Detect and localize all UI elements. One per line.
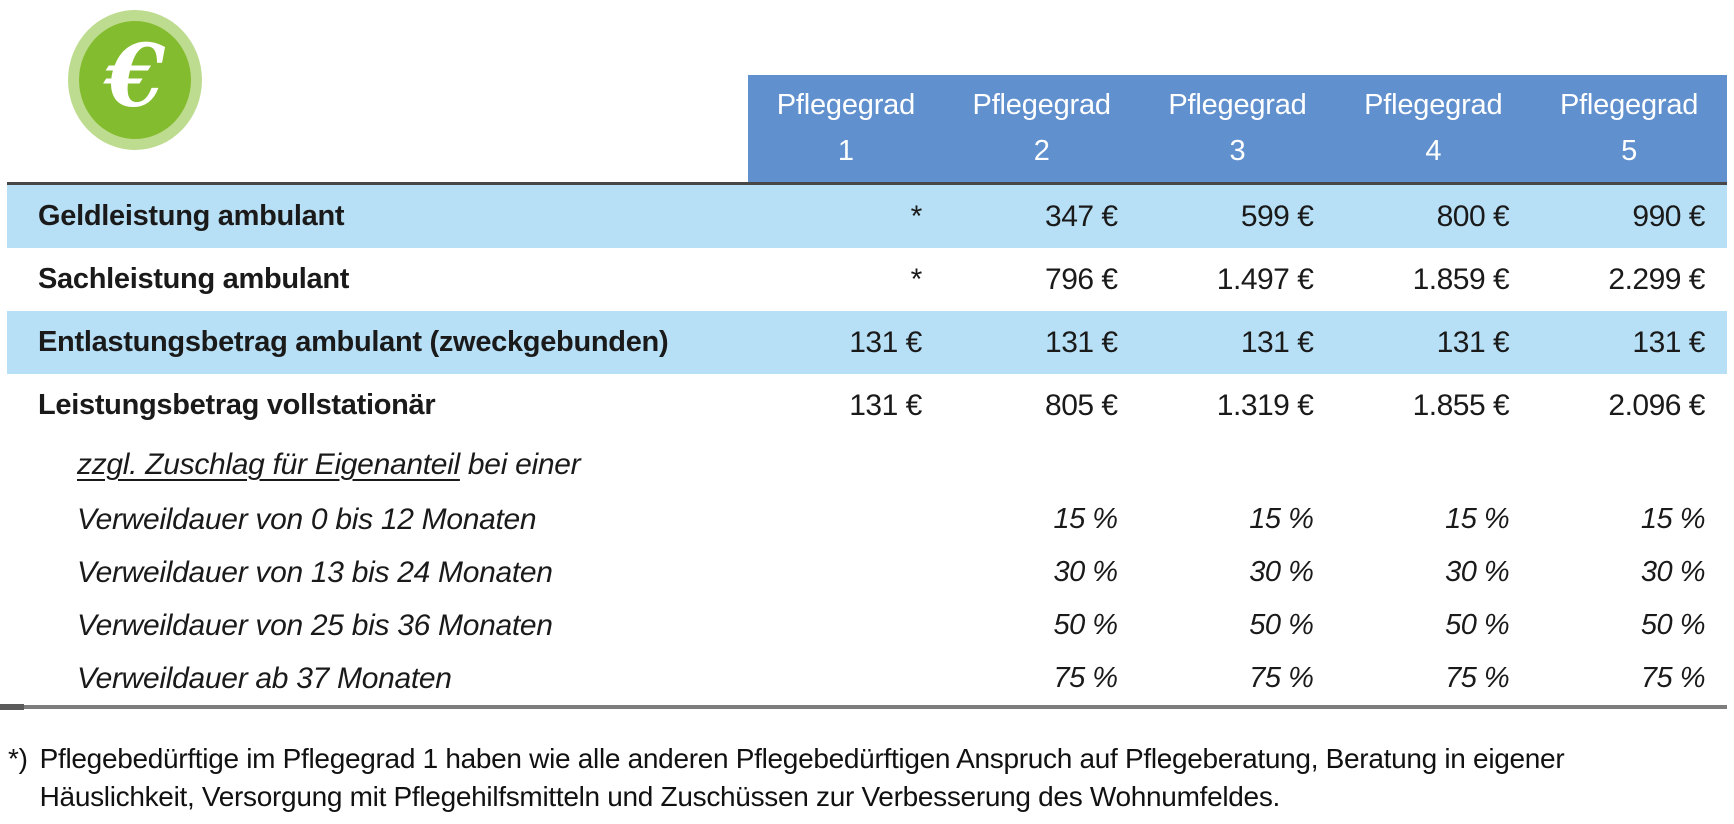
table-row-verweildauer-13-24: [7, 546, 1727, 599]
table-row-zuschlag-intro: [7, 437, 1727, 493]
cell-value: 805 €: [1045, 388, 1118, 422]
table-row-verweildauer-0-12: [7, 493, 1727, 546]
euro-icon: [68, 10, 202, 150]
header-pflegegrad-3: [1140, 75, 1336, 182]
cell-value: 15 %: [1445, 503, 1510, 535]
cell-value: 131 €: [849, 388, 922, 422]
row-label: Sachleistung ambulant: [38, 263, 350, 295]
cell-value: 2.096 €: [1608, 388, 1705, 422]
row-label: Verweildauer von 13 bis 24 Monaten: [77, 555, 553, 589]
cell-value: 50 %: [1640, 609, 1705, 641]
footnote-marker: *): [8, 743, 28, 774]
cell-value: 1.859 €: [1412, 262, 1510, 296]
footnote: [8, 740, 1726, 816]
header-title: Pflegegrad: [972, 89, 1111, 121]
cell-value: 1.855 €: [1412, 388, 1510, 422]
cell-value: 131 €: [1436, 325, 1510, 359]
table-header: [748, 75, 1727, 182]
cell-value: 30 %: [1053, 556, 1118, 588]
euro-symbol: €: [105, 26, 165, 127]
cell-value: 1.319 €: [1216, 388, 1314, 422]
cell-value: 30 %: [1249, 556, 1314, 588]
row-label: Entlastungsbetrag ambulant (zweckgebunden): [38, 326, 669, 358]
cell-value: 990 €: [1632, 199, 1705, 233]
euro-icon-inner-circle: [79, 21, 191, 139]
table-row-geldleistung: [7, 185, 1727, 248]
cell-value: 50 %: [1053, 609, 1118, 641]
table-row-leistungsbetrag-vollstationaer: [7, 374, 1727, 437]
footnote-line-1: Pflegebedürftige im Pflegegrad 1 haben wie alle anderen Pflegebedürftigen Anspruch auf Pflegeberatung, Beratung in eigener: [39, 743, 1565, 774]
header-pflegegrad-5: [1531, 75, 1727, 182]
table-row-entlastungsbetrag: [7, 311, 1727, 374]
cell-value: 599 €: [1240, 199, 1314, 233]
cell-value: 30 %: [1640, 556, 1705, 588]
underlined-intro: zzgl. Zuschlag für Eigenanteil: [77, 448, 460, 481]
benefits-table: [7, 182, 1727, 709]
table-row-verweildauer-25-36: [7, 599, 1727, 652]
cell-value: 75 %: [1249, 662, 1314, 694]
cell-value: 1.497 €: [1216, 262, 1314, 296]
row-label: Geldleistung ambulant: [38, 200, 345, 232]
row-label: Leistungsbetrag vollstationär: [38, 389, 436, 421]
header-title: Pflegegrad: [1364, 89, 1503, 121]
cell-value: 131 €: [849, 325, 922, 359]
cell-value: *: [910, 199, 922, 233]
cell-value: 796 €: [1045, 262, 1118, 296]
intro-rest: bei einer: [459, 448, 581, 481]
header-title: Pflegegrad: [1168, 89, 1307, 121]
cell-value: 131 €: [1045, 325, 1118, 359]
cell-value: 75 %: [1445, 662, 1510, 694]
row-label: Verweildauer von 0 bis 12 Monaten: [77, 502, 537, 536]
table-row-sachleistung: [7, 248, 1727, 311]
header-pflegegrad-1: [748, 75, 944, 182]
row-label: [7, 448, 748, 482]
cell-value: 75 %: [1640, 662, 1705, 694]
cell-value: 15 %: [1053, 503, 1118, 535]
cell-value: 2.299 €: [1608, 262, 1705, 296]
cell-value: 15 %: [1249, 503, 1314, 535]
header-grade: 3: [1229, 135, 1246, 167]
table-row-verweildauer-ab-37: [7, 652, 1727, 705]
header-pflegegrad-2: [944, 75, 1140, 182]
cell-value: 50 %: [1445, 609, 1510, 641]
cell-value: 800 €: [1436, 199, 1510, 233]
bottom-rule-cap: [0, 704, 24, 710]
cell-value: 50 %: [1249, 609, 1314, 641]
cell-value: 30 %: [1445, 556, 1510, 588]
header-title: Pflegegrad: [1559, 89, 1699, 121]
header-grade: 1: [837, 135, 854, 167]
header-grade: 2: [1033, 135, 1050, 167]
footnote-line-2: Häuslichkeit, Versorgung mit Pflegehilfsmitteln und Zuschüssen zur Verbesserung des Wohnumfeldes.: [39, 781, 1281, 812]
header-title: Pflegegrad: [776, 89, 916, 121]
row-label: Verweildauer von 25 bis 36 Monaten: [77, 608, 553, 642]
footnote-text: [40, 740, 1565, 816]
cell-value: *: [910, 262, 922, 296]
cell-value: 131 €: [1632, 325, 1705, 359]
cell-value: 15 %: [1640, 503, 1705, 535]
cell-value: 347 €: [1045, 199, 1118, 233]
cell-value: 131 €: [1240, 325, 1314, 359]
header-grade: 4: [1425, 135, 1442, 167]
cell-value: 75 %: [1053, 662, 1118, 694]
header-grade: 5: [1621, 135, 1638, 167]
row-label: Verweildauer ab 37 Monaten: [77, 661, 452, 695]
header-pflegegrad-4: [1335, 75, 1531, 182]
